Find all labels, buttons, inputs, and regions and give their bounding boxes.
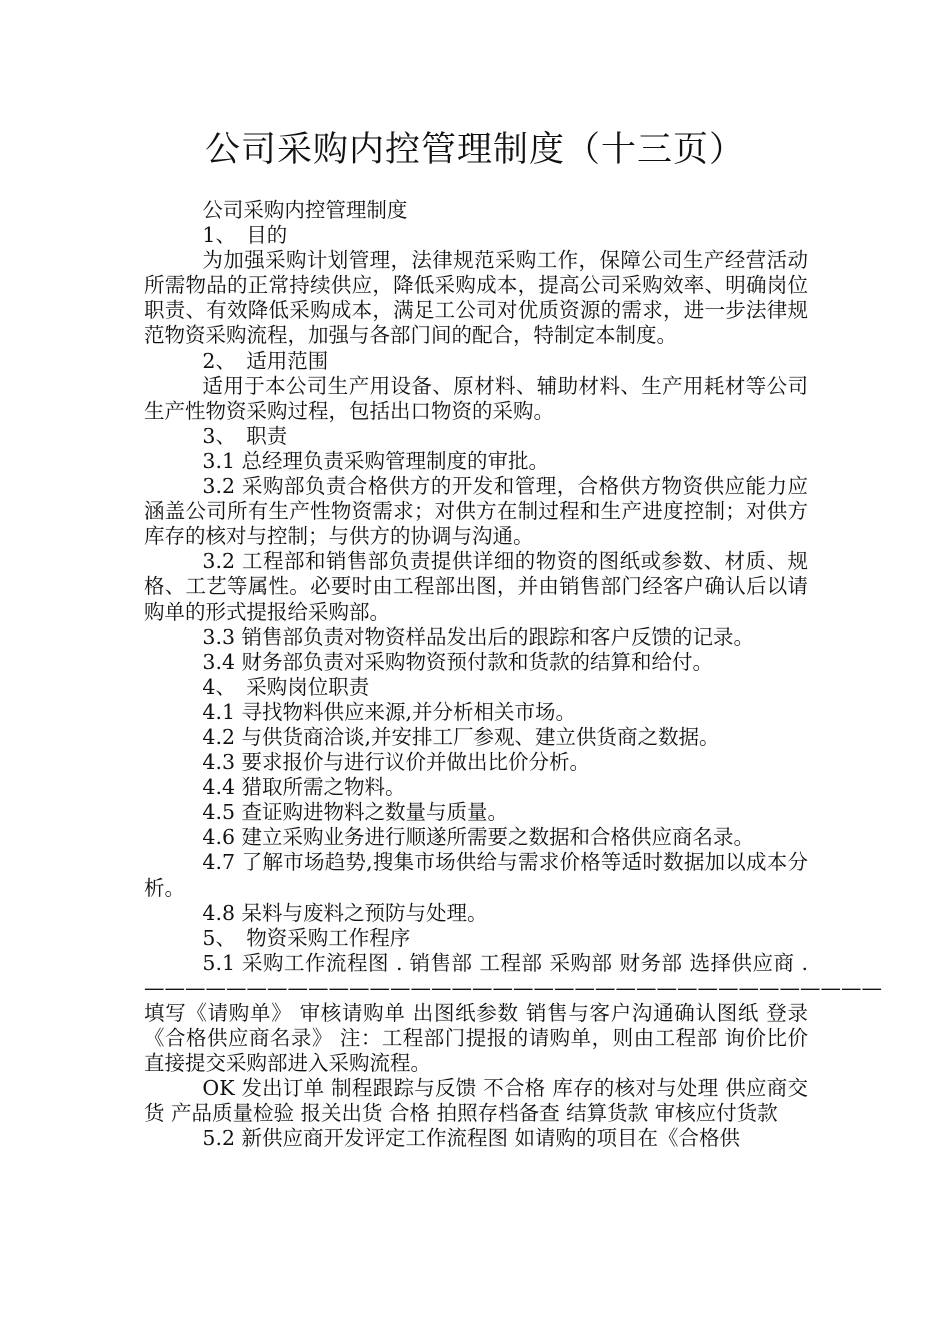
section-heading: 3、 职责 xyxy=(202,423,288,448)
list-item: 4.2 与供货商洽谈,并安排工厂参观、建立供货商之数据。 xyxy=(202,724,720,749)
list-item: 4.1 寻找物料供应来源,并分析相关市场。 xyxy=(202,699,577,724)
section-heading: 4、 采购岗位职责 xyxy=(202,674,370,699)
paragraph: OK 发出订单 制程跟踪与反馈 不合格 库存的核对与处理 供应商交货 产品质量检验 报关出货 合格 拍照存档备查 结算货款 审核应付货款 xyxy=(144,1076,808,1126)
section-heading: 1、 目的 xyxy=(202,223,288,248)
paragraph: 5.2 新供应商开发评定工作流程图 如请购的项目在《合格供 xyxy=(202,1126,741,1151)
document-title: 公司采购内控管理制度（十三页） xyxy=(204,130,745,170)
paragraph: 3.2 工程部和销售部负责提供详细的物资的图纸或参数、材质、规格、工艺等属性。必要时由工程部出图，并由销售部门经客户确认后以请购单的形式提报给采购部。 xyxy=(144,549,808,624)
list-item: 4.7 了解市场趋势,搜集市场供给与需求价格等适时数据加以成本分析。 xyxy=(144,850,808,900)
list-item: 4.8 呆料与废料之预防与处理。 xyxy=(202,900,488,925)
paragraph: 5.1 采购工作流程图 . 销售部 工程部 采购部 财务部 选择供应商 . ———————————————————————————————————— 填写《请购单》 审核请购单 出图纸参数 销售与客户沟通确认图纸 登录 《合格供应商名录》 注：工程部门提报的请购单，则由工程部 询价比价 直接提交采购部进入采购流程。 xyxy=(144,950,882,1076)
doc-heading: 公司采购内控管理制度 xyxy=(202,198,408,222)
list-item: 4.5 查证购进物料之数量与质量。 xyxy=(202,800,509,825)
paragraph: 3.3 销售部负责对物资样品发出后的跟踪和客户反馈的记录。 xyxy=(202,624,755,649)
list-item: 4.4 猎取所需之物料。 xyxy=(202,775,406,800)
list-item: 4.6 建立采购业务进行顺遂所需要之数据和合格供应商名录。 xyxy=(202,825,755,850)
paragraph: 3.2 采购部负责合格供方的开发和管理，合格供方物资供应能力应涵盖公司所有生产性物资需求；对供方在制过程和生产进度控制；对供方库存的核对与控制；与供方的协调与沟通。 xyxy=(144,474,808,549)
paragraph: 适用于本公司生产用设备、原材料、辅助材料、生产用耗材等公司生产性物资采购过程，包括出口物资的采购。 xyxy=(144,373,808,423)
paragraph: 3.1 总经理负责采购管理制度的审批。 xyxy=(202,448,550,473)
paragraph: 为加强采购计划管理，法律规范采购工作，保障公司生产经营活动所需物品的正常持续供应，降低采购成本，提高公司采购效率、明确岗位职责、有效降低采购成本，满足工公司对优质资源的需求，进一步法律规范物资采购流程，加强与各部门间的配合，特制定本制度。 xyxy=(144,248,808,348)
section-heading: 5、 物资采购工作程序 xyxy=(202,925,411,950)
document-body xyxy=(144,198,882,1152)
paragraph: 3.4 财务部负责对采购物资预付款和货款的结算和给付。 xyxy=(202,649,714,674)
section-heading: 2、 适用范围 xyxy=(202,348,329,373)
list-item: 4.3 要求报价与进行议价并做出比价分析。 xyxy=(202,750,591,775)
